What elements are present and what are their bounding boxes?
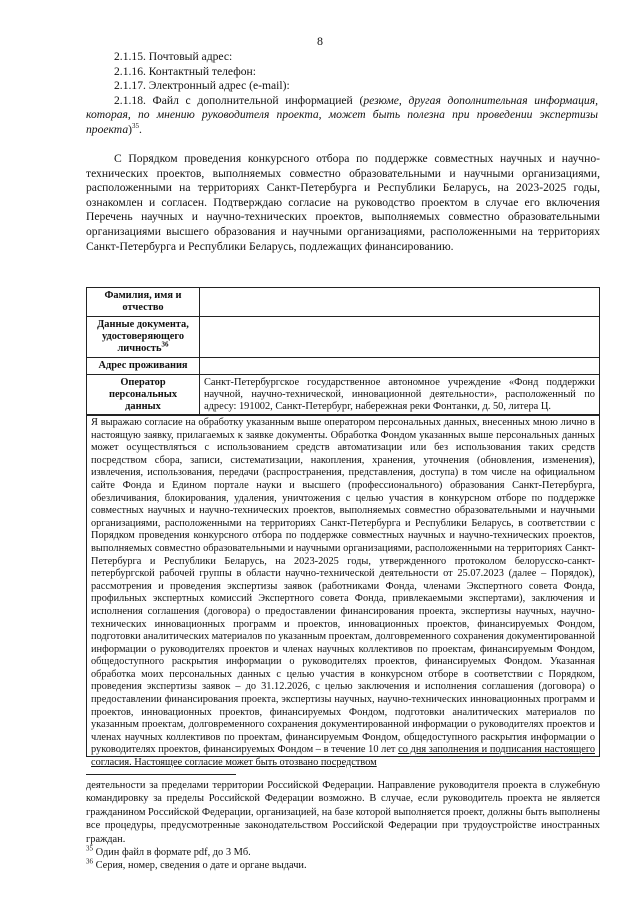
page-number: 8 xyxy=(317,34,323,48)
footnote-continuation: деятельности за пределами территории Российской Федерации. Направление руководителя проекта в служебную командировку за пределы Российской Федерации возможно. В случае, если руководитель проекта не является гражданином Российской Федерации, организацией, на базе которой выполняется проект, должны быть выполнены все процедуры, предусмотренные законодательством Российской Федерации при трудоустройстве иностранных граждан. xyxy=(86,780,600,845)
field-email: 2.1.17. Электронный адрес (e-mail): xyxy=(114,79,290,93)
value-data-operator: Санкт-Петербургское государственное автономное учреждение «Фонд поддержки научной, научно-технической, инновационной деятельности», расположенный по адресу: 191002, Санкт-Петербург, набережная реки Фонтанки, д. 50, литера Ц. xyxy=(200,375,600,415)
field-additional-file xyxy=(86,94,598,138)
value-id-document[interactable] xyxy=(200,317,600,358)
footnotes xyxy=(86,779,600,873)
consent-paragraph: С Порядком проведения конкурсного отбора по поддержке совместных научных и научно-технических проектов, выполняемых совместно образовательными и научными организациями, расположенными на территориях Санкт-Петербурга и Республики Беларусь, на 2023-2025 годы, ознакомлен и согласен. Подтверждаю согласие на руководство проектом в случае его включения Перечень научных и научно-технических проектов, выполняемых совместно образовательными организациями высшего образования и научными организациями, расположенными на территориях Санкт-Петербурга и Республики Беларусь, подлежащих финансированию. xyxy=(86,152,600,253)
field-postal-address: 2.1.15. Почтовый адрес: xyxy=(114,50,233,63)
table-row xyxy=(87,317,600,358)
label-id-document xyxy=(87,317,200,358)
value-full-name[interactable] xyxy=(200,288,600,317)
field-additional-file-trail: ) xyxy=(128,122,132,136)
label-residence-address: Адрес проживания xyxy=(87,358,200,375)
table-row xyxy=(87,358,600,375)
field-additional-file-note: резюме, другая дополнительная информация, которая, по мнению руководителя проекта, может быть полезна при проведении экспертизы проекта xyxy=(86,93,598,136)
value-residence-address[interactable] xyxy=(200,358,600,375)
footnote-35-text: Один файл в формате pdf, до 3 Мб. xyxy=(93,847,251,859)
footnote-36-number: 36 xyxy=(86,857,93,866)
footnote-ref-35: 35 xyxy=(132,122,139,131)
footnote-36 xyxy=(86,859,600,872)
footnote-35-number: 35 xyxy=(86,844,93,853)
field-phone: 2.1.16. Контактный телефон: xyxy=(114,64,256,78)
table-row xyxy=(87,375,600,415)
field-additional-file-lead: 2.1.18. Файл с дополнительной информацией ( xyxy=(114,93,364,107)
footnote-36-text: Серия, номер, сведения о дате и органе выдачи. xyxy=(93,860,307,872)
agreement-text: Я выражаю согласие на обработку указанным выше оператором персональных данных, внесенных мною лично в настоящую заявку, прилагаемых к заявке документы. Обработка Фондом указанных выше персональных данных может осуществляться с использованием средств автоматизации или без использования таких средств посредством сбора, записи, систематизации, накопления, хранения, уточнения (обновления, изменения), извлечения, использования, передачи (распространения, представления, доступа) в том числе на официальном сайте Фонда и Едином портале науки и высшего (профессионального) образования Санкт-Петербурга, обезличивания, блокирования, удаления, уничтожения с целью участия в конкурсном отборе по поддержке совместных научных и научно-технических проектов, выполняемых совместно образовательными и научными организациями, расположенными на территориях Санкт-Петербурга и Республики Беларусь, в соответствии с Порядком проведения конкурсного отбора по поддержке совместных научных и научно-технических проектов, выполняемых совместно образовательными и научными организациями, расположенными на территориях Санкт-Петербурга и Республики Беларусь, на 2023-2025 годы, утвержденного протоколом белорусско-санкт-петербургской рабочей группы в области научно-технической деятельности от 25.07.2023 (далее – Порядок), рассмотрения и проведения экспертизы заявок (работниками Фонда, членами Экспертного совета Фонда, профильных экспертных комиссий Экспертного совета Фонда, привлекаемыми экспертами), заключения и исполнения соглашения (договора) о предоставлении финансирования проекта, экспертизы научных, научно-технических инновационных программ и проектов, инновационных проектов, финансируемых Фондом, подготовки аналитических материалов по указанным проектам, долговременного сохранения документированной информации о руководителях проектов и членах научных коллективов по проектам, финансируемым Фондом, общедоступного раскрытия информации о руководителях проектов, финансируемых Фондом. Указанная обработка моих персональных данных с целью участия в конкурсном отборе в соответствии с Порядком, проведения экспертизы заявок – до 31.12.2026, с целью заключения и исполнения соглашения (договора) о предоставлении финансирования проекта, экспертизы научных, научно-технических инновационных программ и проектов, инновационных проектов, финансируемых Фондом, подготовки аналитических материалов по указанным проектам, долговременного сохранения документированной информации о руководителях проектов и членах научных коллективов по проектам, финансируемым Фондом, общедоступного раскрытия информации о руководителях проектов, финансируемых Фондом – в течение 10 лет xyxy=(91,417,596,756)
footnote-35 xyxy=(86,846,600,859)
consent-agreement-box xyxy=(86,415,600,769)
label-data-operator: Оператор персональных данных xyxy=(87,375,200,415)
agreement-underlined-text: со дня заполнения и подписания настоящего согласия. Настоящее согласие может быть отозвано посредством xyxy=(91,744,595,769)
footnote-divider xyxy=(86,774,236,775)
field-additional-file-end: . xyxy=(139,122,142,136)
personal-data-table xyxy=(86,287,600,415)
table-row xyxy=(87,288,600,317)
label-full-name: Фамилия, имя и отчество xyxy=(87,288,200,317)
form-fields xyxy=(86,50,598,138)
footnote-ref-36: 36 xyxy=(161,340,169,349)
label-id-document-text: Данные документа, удостоверяющего личность xyxy=(97,319,189,354)
